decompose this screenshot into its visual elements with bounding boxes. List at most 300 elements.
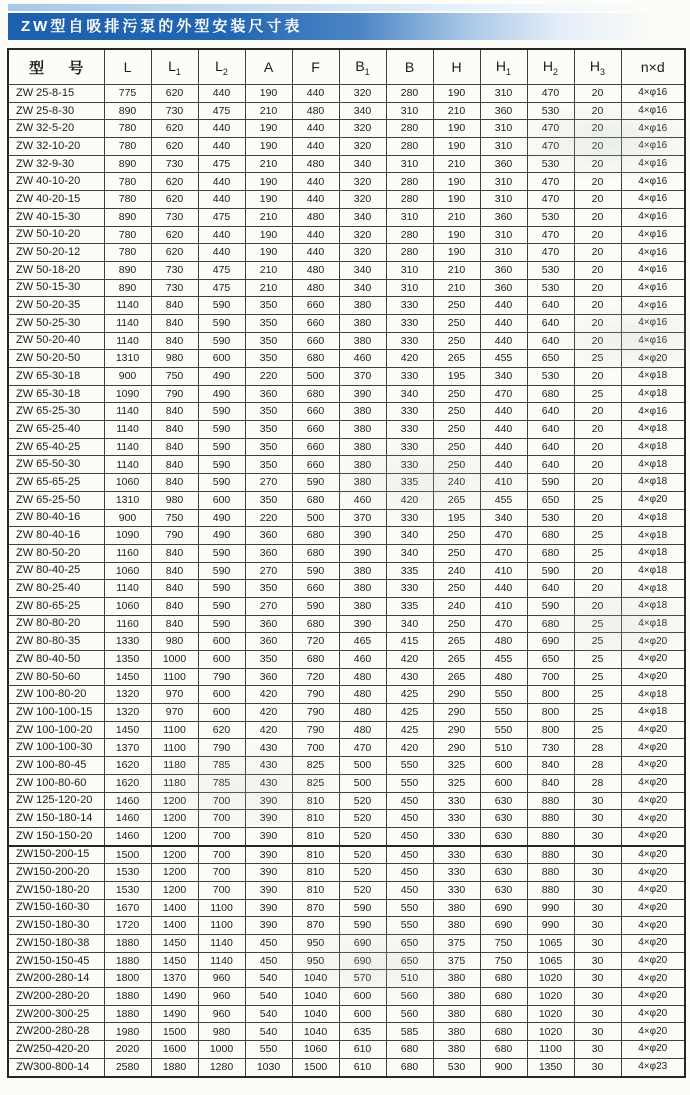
cell-H: 210 (433, 208, 480, 226)
cell-L: 890 (104, 261, 151, 279)
cell-model: ZW 50-20-50 (8, 350, 104, 368)
cell-B1: 320 (339, 191, 386, 209)
cell-B: 310 (386, 155, 433, 173)
cell-F: 440 (292, 138, 339, 156)
cell-B: 330 (386, 421, 433, 439)
cell-H1: 900 (480, 1058, 527, 1076)
cell-B1: 520 (339, 827, 386, 845)
cell-H1: 455 (480, 491, 527, 509)
cell-F: 660 (292, 297, 339, 315)
cell-nxd: 4×φ20 (621, 810, 685, 828)
cell-B1: 380 (339, 474, 386, 492)
cell-nxd: 4×φ16 (621, 191, 685, 209)
cell-model: ZW 50-25-30 (8, 314, 104, 332)
cell-nxd: 4×φ20 (621, 651, 685, 669)
table-row (8, 562, 685, 580)
cell-A: 210 (245, 261, 292, 279)
cell-B1: 320 (339, 120, 386, 138)
cell-F: 660 (292, 314, 339, 332)
cell-H: 250 (433, 438, 480, 456)
cell-model: ZW 65-30-18 (8, 385, 104, 403)
cell-nxd: 4×φ18 (621, 580, 685, 598)
cell-model: ZW 100-100-15 (8, 704, 104, 722)
cell-B1: 590 (339, 899, 386, 917)
cell-H1: 440 (480, 456, 527, 474)
cell-H2: 1020 (527, 970, 574, 988)
cell-L: 780 (104, 191, 151, 209)
cell-L: 1880 (104, 988, 151, 1006)
cell-L1: 1200 (151, 792, 198, 810)
cell-model: ZW 100-100-30 (8, 739, 104, 757)
cell-H2: 730 (527, 739, 574, 757)
cell-F: 660 (292, 580, 339, 598)
cell-L: 1060 (104, 562, 151, 580)
cell-H1: 550 (480, 704, 527, 722)
cell-H1: 470 (480, 615, 527, 633)
cell-nxd: 4×φ16 (621, 85, 685, 103)
cell-H1: 310 (480, 138, 527, 156)
table-row (8, 827, 685, 845)
cell-H3: 20 (574, 456, 621, 474)
cell-L1: 1100 (151, 668, 198, 686)
cell-H2: 880 (527, 792, 574, 810)
cell-H: 250 (433, 615, 480, 633)
cell-nxd: 4×φ20 (621, 881, 685, 899)
cell-H2: 470 (527, 226, 574, 244)
cell-A: 350 (245, 580, 292, 598)
cell-L: 890 (104, 208, 151, 226)
cell-model: ZW 80-50-60 (8, 668, 104, 686)
cell-H: 265 (433, 651, 480, 669)
cell-nxd: 4×φ16 (621, 120, 685, 138)
cell-B1: 370 (339, 509, 386, 527)
cell-B: 310 (386, 102, 433, 120)
table-row (8, 474, 685, 492)
cell-nxd: 4×φ16 (621, 102, 685, 120)
cell-H2: 680 (527, 385, 574, 403)
cell-nxd: 4×φ16 (621, 403, 685, 421)
cell-B1: 390 (339, 527, 386, 545)
table-row (8, 810, 685, 828)
cell-H: 250 (433, 332, 480, 350)
cell-L2: 490 (198, 385, 245, 403)
cell-model: ZW 40-10-20 (8, 173, 104, 191)
table-row (8, 864, 685, 882)
cell-A: 1030 (245, 1058, 292, 1076)
cell-H3: 30 (574, 1005, 621, 1023)
cell-H: 265 (433, 668, 480, 686)
cell-B: 510 (386, 970, 433, 988)
table-row (8, 721, 685, 739)
cell-L1: 1400 (151, 899, 198, 917)
table-row (8, 368, 685, 386)
cell-H2: 880 (527, 846, 574, 864)
cell-H: 380 (433, 1005, 480, 1023)
cell-L: 1090 (104, 385, 151, 403)
cell-F: 870 (292, 899, 339, 917)
cell-F: 1040 (292, 988, 339, 1006)
cell-H3: 20 (574, 102, 621, 120)
cell-L: 1320 (104, 686, 151, 704)
cell-L: 1880 (104, 935, 151, 953)
cell-H2: 640 (527, 297, 574, 315)
cell-A: 350 (245, 332, 292, 350)
cell-F: 480 (292, 102, 339, 120)
cell-H2: 530 (527, 155, 574, 173)
cell-L1: 1490 (151, 1005, 198, 1023)
cell-model: ZW150-180-30 (8, 917, 104, 935)
cell-H: 190 (433, 85, 480, 103)
cell-model: ZW 80-80-20 (8, 615, 104, 633)
cell-L2: 700 (198, 864, 245, 882)
cell-nxd: 4×φ18 (621, 544, 685, 562)
cell-B1: 460 (339, 491, 386, 509)
cell-H2: 680 (527, 615, 574, 633)
cell-A: 190 (245, 85, 292, 103)
cell-H3: 20 (574, 173, 621, 191)
cell-B: 340 (386, 544, 433, 562)
cell-L2: 960 (198, 970, 245, 988)
cell-L2: 1100 (198, 899, 245, 917)
cell-H: 330 (433, 827, 480, 845)
cell-L2: 440 (198, 120, 245, 138)
cell-nxd: 4×φ18 (621, 385, 685, 403)
table-row (8, 757, 685, 775)
cell-model: ZW300-800-14 (8, 1058, 104, 1076)
cell-nxd: 4×φ16 (621, 226, 685, 244)
cell-H1: 630 (480, 792, 527, 810)
cell-L1: 620 (151, 85, 198, 103)
cell-F: 660 (292, 438, 339, 456)
cell-F: 680 (292, 491, 339, 509)
cell-A: 350 (245, 314, 292, 332)
cell-L2: 1140 (198, 935, 245, 953)
cell-model: ZW 125-120-20 (8, 792, 104, 810)
cell-L2: 590 (198, 332, 245, 350)
table-row (8, 988, 685, 1006)
cell-B1: 390 (339, 615, 386, 633)
cell-nxd: 4×φ18 (621, 562, 685, 580)
cell-L1: 1180 (151, 774, 198, 792)
cell-B1: 470 (339, 739, 386, 757)
cell-nxd: 4×φ20 (621, 757, 685, 775)
cell-F: 810 (292, 810, 339, 828)
table-row (8, 1005, 685, 1023)
cell-H: 240 (433, 597, 480, 615)
column-header-L1: $L_1$ (151, 49, 198, 85)
cell-A: 390 (245, 810, 292, 828)
cell-H3: 30 (574, 970, 621, 988)
cell-A: 540 (245, 1005, 292, 1023)
cell-H2: 470 (527, 191, 574, 209)
table-row (8, 633, 685, 651)
cell-H3: 30 (574, 935, 621, 953)
cell-model: ZW 32-5-20 (8, 120, 104, 138)
cell-L2: 440 (198, 85, 245, 103)
cell-L2: 490 (198, 368, 245, 386)
cell-model: ZW 50-18-20 (8, 261, 104, 279)
cell-B1: 635 (339, 1023, 386, 1041)
cell-B1: 380 (339, 438, 386, 456)
cell-B: 650 (386, 952, 433, 970)
cell-A: 350 (245, 456, 292, 474)
cell-H3: 28 (574, 757, 621, 775)
cell-H1: 360 (480, 279, 527, 297)
cell-H3: 20 (574, 421, 621, 439)
cell-L: 900 (104, 509, 151, 527)
cell-H2: 1020 (527, 988, 574, 1006)
cell-H3: 20 (574, 208, 621, 226)
cell-model: ZW 100-80-60 (8, 774, 104, 792)
cell-H1: 630 (480, 881, 527, 899)
cell-H: 210 (433, 279, 480, 297)
cell-B1: 390 (339, 544, 386, 562)
cell-F: 660 (292, 456, 339, 474)
cell-H2: 880 (527, 881, 574, 899)
cell-F: 590 (292, 597, 339, 615)
cell-H2: 800 (527, 704, 574, 722)
cell-nxd: 4×φ20 (621, 774, 685, 792)
cell-B: 330 (386, 297, 433, 315)
cell-L: 1320 (104, 704, 151, 722)
table-body (8, 85, 685, 1077)
cell-F: 790 (292, 721, 339, 739)
cell-L: 1310 (104, 350, 151, 368)
cell-model: ZW 65-50-30 (8, 456, 104, 474)
cell-L: 780 (104, 244, 151, 262)
cell-B: 330 (386, 438, 433, 456)
cell-A: 350 (245, 651, 292, 669)
table-row (8, 297, 685, 315)
table-row (8, 332, 685, 350)
cell-H1: 680 (480, 1005, 527, 1023)
cell-H: 195 (433, 509, 480, 527)
cell-L: 1450 (104, 668, 151, 686)
cell-L1: 980 (151, 350, 198, 368)
cell-B1: 390 (339, 385, 386, 403)
cell-H1: 360 (480, 261, 527, 279)
cell-B1: 600 (339, 1005, 386, 1023)
cell-H1: 440 (480, 332, 527, 350)
cell-L2: 600 (198, 491, 245, 509)
cell-B1: 570 (339, 970, 386, 988)
cell-A: 350 (245, 438, 292, 456)
cell-A: 390 (245, 881, 292, 899)
cell-H2: 530 (527, 261, 574, 279)
cell-nxd: 4×φ20 (621, 899, 685, 917)
cell-H1: 630 (480, 864, 527, 882)
cell-H3: 30 (574, 881, 621, 899)
cell-H2: 990 (527, 899, 574, 917)
cell-A: 430 (245, 757, 292, 775)
table-row (8, 120, 685, 138)
cell-H2: 650 (527, 350, 574, 368)
cell-L1: 980 (151, 491, 198, 509)
cell-model: ZW 32-9-30 (8, 155, 104, 173)
cell-model: ZW 80-40-16 (8, 509, 104, 527)
cell-L1: 840 (151, 597, 198, 615)
cell-H3: 20 (574, 244, 621, 262)
cell-B: 420 (386, 651, 433, 669)
cell-H3: 30 (574, 917, 621, 935)
table-row (8, 970, 685, 988)
cell-nxd: 4×φ20 (621, 1041, 685, 1059)
cell-B1: 500 (339, 774, 386, 792)
cell-H3: 20 (574, 438, 621, 456)
cell-H3: 20 (574, 279, 621, 297)
cell-L1: 1200 (151, 827, 198, 845)
cell-H: 290 (433, 686, 480, 704)
table-row (8, 421, 685, 439)
cell-A: 270 (245, 562, 292, 580)
cell-L2: 700 (198, 792, 245, 810)
cell-B1: 380 (339, 314, 386, 332)
cell-L: 2020 (104, 1041, 151, 1059)
cell-model: ZW150-150-45 (8, 952, 104, 970)
cell-nxd: 4×φ18 (621, 438, 685, 456)
table-row (8, 686, 685, 704)
cell-B: 330 (386, 314, 433, 332)
cell-H3: 25 (574, 651, 621, 669)
cell-A: 390 (245, 792, 292, 810)
cell-L1: 840 (151, 403, 198, 421)
cell-L2: 590 (198, 562, 245, 580)
cell-H3: 20 (574, 85, 621, 103)
cell-F: 810 (292, 881, 339, 899)
cell-A: 360 (245, 668, 292, 686)
cell-nxd: 4×φ20 (621, 668, 685, 686)
cell-A: 360 (245, 385, 292, 403)
header-row (8, 49, 685, 85)
cell-H: 375 (433, 935, 480, 953)
cell-nxd: 4×φ16 (621, 332, 685, 350)
cell-L: 1370 (104, 739, 151, 757)
cell-H: 330 (433, 792, 480, 810)
cell-L1: 790 (151, 385, 198, 403)
cell-L1: 980 (151, 633, 198, 651)
cell-F: 810 (292, 864, 339, 882)
cell-model: ZW 65-40-25 (8, 438, 104, 456)
column-header-L: L (104, 49, 151, 85)
table-row (8, 527, 685, 545)
cell-L1: 1450 (151, 935, 198, 953)
cell-B1: 480 (339, 668, 386, 686)
cell-H3: 30 (574, 1023, 621, 1041)
cell-B1: 460 (339, 651, 386, 669)
cell-B: 280 (386, 85, 433, 103)
cell-L: 1450 (104, 721, 151, 739)
cell-model: ZW 150-180-14 (8, 810, 104, 828)
cell-H: 250 (433, 544, 480, 562)
cell-L2: 440 (198, 138, 245, 156)
cell-H2: 470 (527, 85, 574, 103)
cell-H3: 20 (574, 191, 621, 209)
cell-H1: 455 (480, 350, 527, 368)
cell-B: 330 (386, 332, 433, 350)
cell-H: 290 (433, 721, 480, 739)
table-row (8, 173, 685, 191)
cell-H2: 1020 (527, 1005, 574, 1023)
cell-H2: 640 (527, 332, 574, 350)
cell-F: 720 (292, 668, 339, 686)
cell-F: 660 (292, 421, 339, 439)
cell-H1: 470 (480, 544, 527, 562)
cell-H: 250 (433, 456, 480, 474)
table-row (8, 544, 685, 562)
cell-nxd: 4×φ16 (621, 297, 685, 315)
cell-model: ZW150-160-30 (8, 899, 104, 917)
cell-H3: 20 (574, 562, 621, 580)
cell-L1: 1450 (151, 952, 198, 970)
table-row (8, 491, 685, 509)
cell-B: 330 (386, 456, 433, 474)
cell-L2: 475 (198, 261, 245, 279)
cell-A: 420 (245, 721, 292, 739)
cell-A: 360 (245, 633, 292, 651)
cell-B1: 480 (339, 721, 386, 739)
cell-L2: 590 (198, 421, 245, 439)
table-row (8, 899, 685, 917)
cell-H3: 25 (574, 527, 621, 545)
cell-B: 310 (386, 261, 433, 279)
cell-B: 560 (386, 1005, 433, 1023)
cell-H3: 30 (574, 827, 621, 845)
cell-nxd: 4×φ18 (621, 527, 685, 545)
cell-H: 240 (433, 562, 480, 580)
table-row (8, 509, 685, 527)
table-row (8, 1023, 685, 1041)
cell-F: 680 (292, 651, 339, 669)
cell-H1: 310 (480, 191, 527, 209)
cell-H: 265 (433, 350, 480, 368)
cell-B1: 340 (339, 208, 386, 226)
cell-L: 1800 (104, 970, 151, 988)
cell-H1: 630 (480, 810, 527, 828)
cell-H2: 530 (527, 279, 574, 297)
cell-L2: 490 (198, 527, 245, 545)
table-row (8, 1058, 685, 1076)
cell-nxd: 4×φ16 (621, 279, 685, 297)
cell-H3: 25 (574, 385, 621, 403)
cell-L2: 590 (198, 314, 245, 332)
cell-F: 440 (292, 191, 339, 209)
cell-L2: 590 (198, 615, 245, 633)
cell-H: 250 (433, 297, 480, 315)
cell-nxd: 4×φ16 (621, 314, 685, 332)
cell-A: 270 (245, 597, 292, 615)
cell-H1: 440 (480, 314, 527, 332)
cell-A: 350 (245, 297, 292, 315)
cell-L2: 590 (198, 438, 245, 456)
cell-A: 420 (245, 704, 292, 722)
cell-H2: 590 (527, 474, 574, 492)
cell-L2: 785 (198, 757, 245, 775)
cell-B: 450 (386, 827, 433, 845)
cell-L2: 490 (198, 509, 245, 527)
cell-nxd: 4×φ18 (621, 597, 685, 615)
cell-H3: 20 (574, 120, 621, 138)
cell-L2: 475 (198, 208, 245, 226)
cell-H3: 30 (574, 1041, 621, 1059)
cell-B1: 610 (339, 1041, 386, 1059)
cell-model: ZW 80-50-20 (8, 544, 104, 562)
cell-B: 340 (386, 615, 433, 633)
cell-L1: 1200 (151, 810, 198, 828)
cell-nxd: 4×φ20 (621, 739, 685, 757)
cell-H: 325 (433, 774, 480, 792)
cell-H1: 410 (480, 474, 527, 492)
cell-H: 250 (433, 403, 480, 421)
